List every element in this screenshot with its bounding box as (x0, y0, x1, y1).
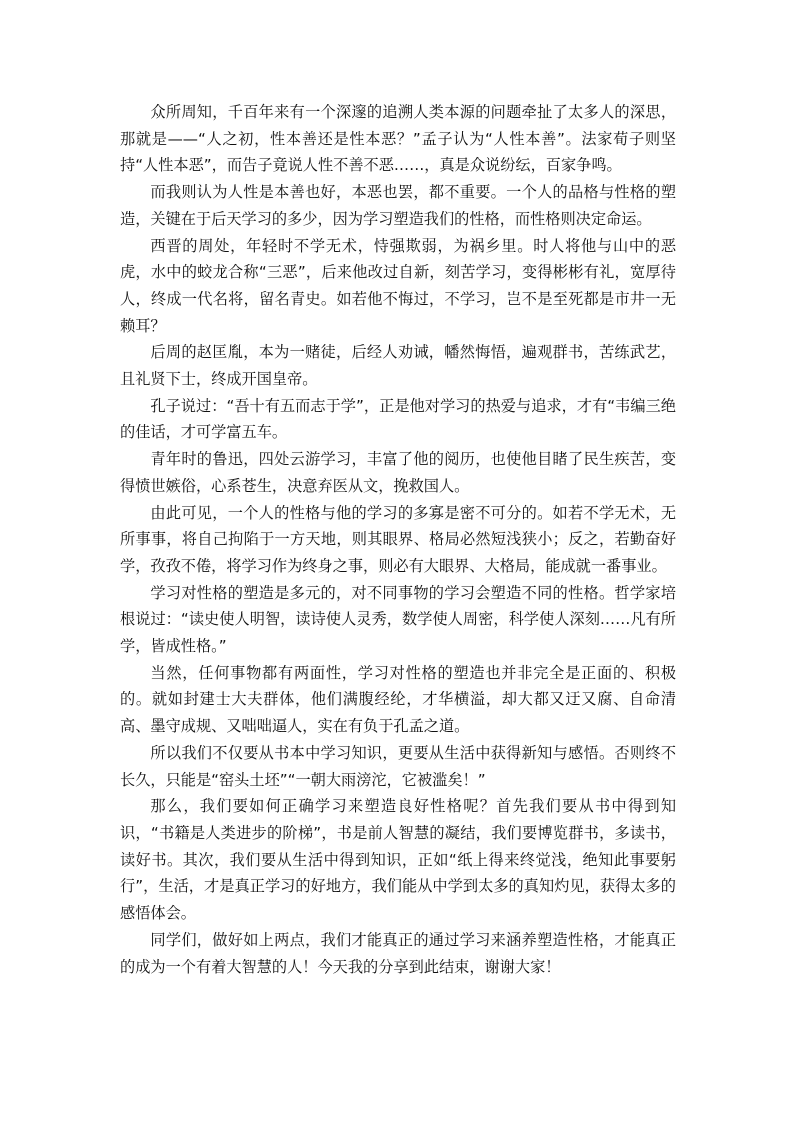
paragraph: 孔子说过：“吾十有五而志于学”，正是他对学习的热爱与追求，才有“韦编三绝的佳话，才可学富五车。 (120, 396, 676, 442)
paragraph: 由此可见，一个人的性格与他的学习的多寡是密不可分的。如若不学无术，无所事事，将自己拘陷于一方天地，则其眼界、格局必然短浅狭小；反之，若勤奋好学，孜孜不倦，将学习作为终身之事，则必有大眼界、大格局，能成就一番事业。 (120, 503, 676, 575)
document-body (120, 99, 676, 980)
paragraph: 所以我们不仅要从书本中学习知识，更要从生活中获得新知与感悟。否则终不长久，只能是“窑头土坯”“一朝大雨滂沱，它被滥矣！” (120, 743, 676, 789)
paragraph: 众所周知，千百年来有一个深邃的追溯人类本源的问题牵扯了太多人的深思，那就是——“人之初，性本善还是性本恶？”孟子认为“人性本善”。法家荀子则坚持“人性本恶”，而告子竟说人性不善不恶……，真是众说纷纭，百家争鸣。 (120, 103, 676, 175)
paragraph: 同学们，做好如上两点，我们才能真正的通过学习来涵养塑造性格，才能真正的成为一个有着大智慧的人！今天我的分享到此结束，谢谢大家！ (120, 930, 676, 976)
paragraph: 后周的赵匡胤，本为一赌徒，后经人劝诫，幡然悔悟，遍观群书，苦练武艺，且礼贤下士，终成开国皇帝。 (120, 343, 676, 389)
paragraph: 学习对性格的塑造是多元的，对不同事物的学习会塑造不同的性格。哲学家培根说过：“读史使人明智，读诗使人灵秀，数学使人周密，科学使人深刻……凡有所学，皆成性格。” (120, 583, 676, 656)
paragraph: 而我则认为人性是本善也好，本恶也罢，都不重要。一个人的品格与性格的塑造，关键在于后天学习的多少，因为学习塑造我们的性格，而性格则决定命运。 (120, 183, 676, 228)
paragraph: 西晋的周处，年轻时不学无术，恃强欺弱，为祸乡里。时人将他与山中的恶虎，水中的蛟龙合称“三恶”，后来他改过自新，刻苦学习，变得彬彬有礼，宽厚待人，终成一代名将，留名青史。如若他不悔过，不学习，岂不是至死都是市井一无赖耳？ (120, 236, 676, 335)
paragraph: 当然，任何事物都有两面性，学习对性格的塑造也并非完全是正面的、积极的。就如封建士大夫群体，他们满腹经纶，才华横溢，却大都又迂又腐、自命清高、墨守成规、又咄咄逼人，实在有负于孔孟之道。 (120, 663, 676, 736)
paragraph: 青年时的鲁迅，四处云游学习，丰富了他的阅历，也使他目睹了民生疾苦，变得愤世嫉俗，心系苍生，决意弃医从文，挽救国人。 (120, 450, 676, 495)
paragraph: 那么，我们要如何正确学习来塑造良好性格呢？首先我们要从书中得到知识，“书籍是人类进步的阶梯”，书是前人智慧的凝结，我们要博览群书，多读书，读好书。其次，我们要从生活中得到知识，正如“纸上得来终觉浅，绝知此事要躬行”，生活，才是真正学习的好地方，我们能从中学到太多的真知灼见，获得太多的感悟体会。 (120, 797, 676, 923)
